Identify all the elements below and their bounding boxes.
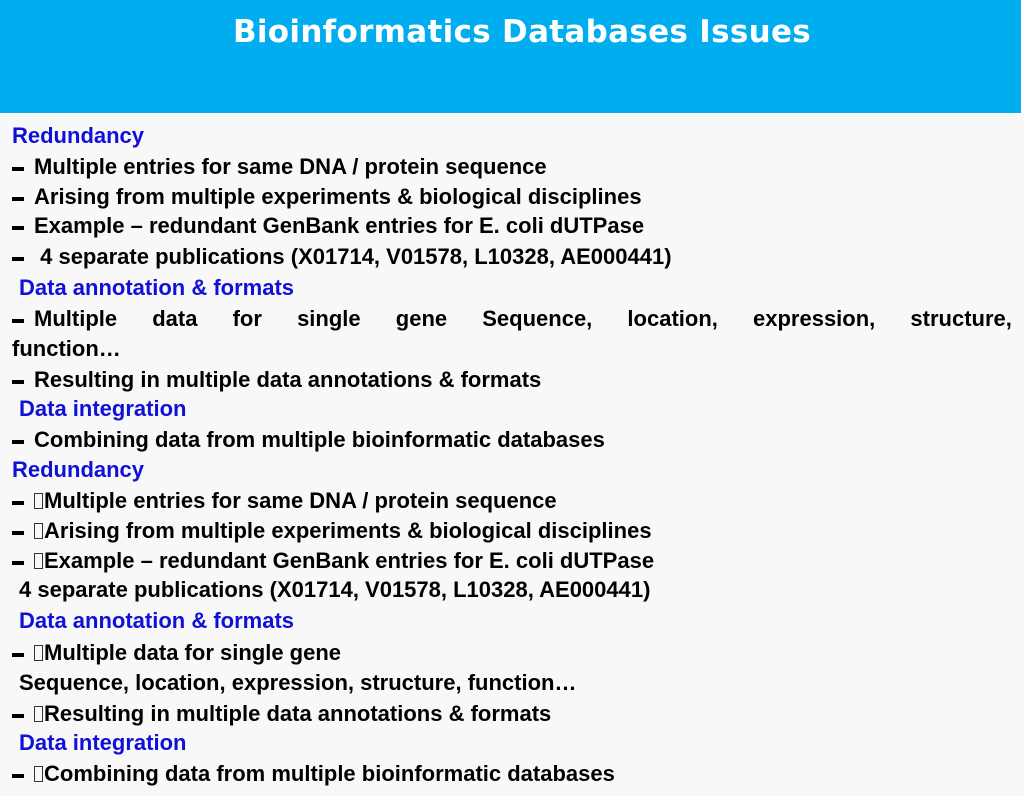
bullet-word: structure, bbox=[910, 306, 1012, 331]
bullet-item bbox=[12, 701, 1012, 727]
bullet-word: Sequence, bbox=[482, 306, 593, 331]
bullet-text: Multiple entries for same DNA / protein sequence bbox=[34, 154, 547, 179]
title-banner bbox=[0, 0, 1021, 113]
bullet-item bbox=[12, 548, 1012, 574]
bullet-text: Multiple entries for same DNA / protein sequence bbox=[44, 488, 557, 513]
heading-text: Data annotation & formats bbox=[19, 275, 295, 300]
dash-bullet-icon bbox=[12, 561, 24, 565]
bullet-word: location, bbox=[627, 306, 718, 331]
bullet-text: Example – redundant GenBank entries for E. coli dUTPase bbox=[34, 213, 645, 238]
dash-bullet-icon bbox=[12, 774, 24, 778]
bullet-word: for bbox=[232, 306, 262, 331]
dash-bullet-icon bbox=[12, 440, 24, 444]
heading-text: Redundancy bbox=[12, 123, 145, 148]
bullet-item bbox=[12, 244, 1012, 270]
missing-glyph-icon bbox=[34, 523, 43, 539]
dash-bullet-icon bbox=[12, 197, 24, 201]
bullet-text: Resulting in multiple data annotations & formats bbox=[34, 367, 542, 392]
section-heading-integration bbox=[19, 730, 1019, 756]
bullet-word: Multiple bbox=[12, 306, 117, 332]
bullet-word: single bbox=[297, 306, 361, 331]
dash-bullet-icon bbox=[12, 531, 24, 535]
dash-bullet-icon bbox=[12, 226, 24, 230]
bullet-item bbox=[12, 306, 1012, 332]
missing-glyph-icon bbox=[34, 645, 43, 661]
bullet-text: 4 separate publications (X01714, V01578, L10328, AE000441) bbox=[19, 577, 651, 602]
bullet-text: Multiple data for single gene bbox=[44, 640, 342, 665]
bullet-text: Resulting in multiple data annotations & formats bbox=[44, 701, 552, 726]
bullet-word: gene bbox=[395, 306, 448, 331]
section-heading-integration bbox=[19, 396, 1019, 422]
bullet-item bbox=[12, 518, 1012, 544]
bullet-text: Arising from multiple experiments & biological disciplines bbox=[34, 184, 642, 209]
bullet-text: Sequence, location, expression, structure, function… bbox=[19, 670, 577, 695]
missing-glyph-icon bbox=[34, 553, 43, 569]
dash-bullet-icon bbox=[12, 167, 24, 171]
bullet-text: Combining data from multiple bioinformatic databases bbox=[44, 761, 615, 786]
dash-bullet-icon bbox=[12, 501, 24, 505]
slide-title: Bioinformatics Databases Issues bbox=[232, 14, 812, 50]
text-line bbox=[19, 577, 1019, 603]
bullet-item bbox=[12, 367, 1012, 393]
bullet-text: Arising from multiple experiments & biological disciplines bbox=[44, 518, 652, 543]
bullet-item bbox=[12, 213, 1012, 239]
bullet-text: function… bbox=[12, 336, 121, 361]
section-heading-redundancy bbox=[12, 457, 1012, 483]
heading-text: Data integration bbox=[19, 396, 187, 421]
bullet-word: data bbox=[152, 306, 198, 331]
bullet-item bbox=[12, 761, 1012, 787]
dash-bullet-icon bbox=[12, 653, 24, 657]
bullet-text: Example – redundant GenBank entries for E. coli dUTPase bbox=[44, 548, 655, 573]
bullet-continuation bbox=[12, 336, 1012, 362]
bullet-item bbox=[12, 154, 1012, 180]
heading-text: Redundancy bbox=[12, 457, 145, 482]
bullet-item bbox=[12, 184, 1012, 210]
missing-glyph-icon bbox=[34, 706, 43, 722]
bullet-item bbox=[12, 488, 1012, 514]
dash-bullet-icon bbox=[12, 319, 24, 323]
section-heading-annotation bbox=[19, 275, 1019, 301]
section-heading-annotation bbox=[19, 608, 1019, 634]
missing-glyph-icon bbox=[34, 766, 43, 782]
bullet-text: Combining data from multiple bioinformatic databases bbox=[34, 427, 605, 452]
bullet-item bbox=[12, 640, 1012, 666]
dash-bullet-icon bbox=[12, 380, 24, 384]
bullet-word: expression, bbox=[753, 306, 876, 331]
heading-text: Data annotation & formats bbox=[19, 608, 295, 633]
text-line bbox=[19, 670, 1019, 696]
section-heading-redundancy bbox=[12, 123, 1012, 149]
bullet-text: 4 separate publications (X01714, V01578, L10328, AE000441) bbox=[34, 244, 672, 269]
dash-bullet-icon bbox=[12, 714, 24, 718]
heading-text: Data integration bbox=[19, 730, 187, 755]
bullet-item bbox=[12, 427, 1012, 453]
missing-glyph-icon bbox=[34, 493, 43, 509]
dash-bullet-icon bbox=[12, 257, 24, 261]
